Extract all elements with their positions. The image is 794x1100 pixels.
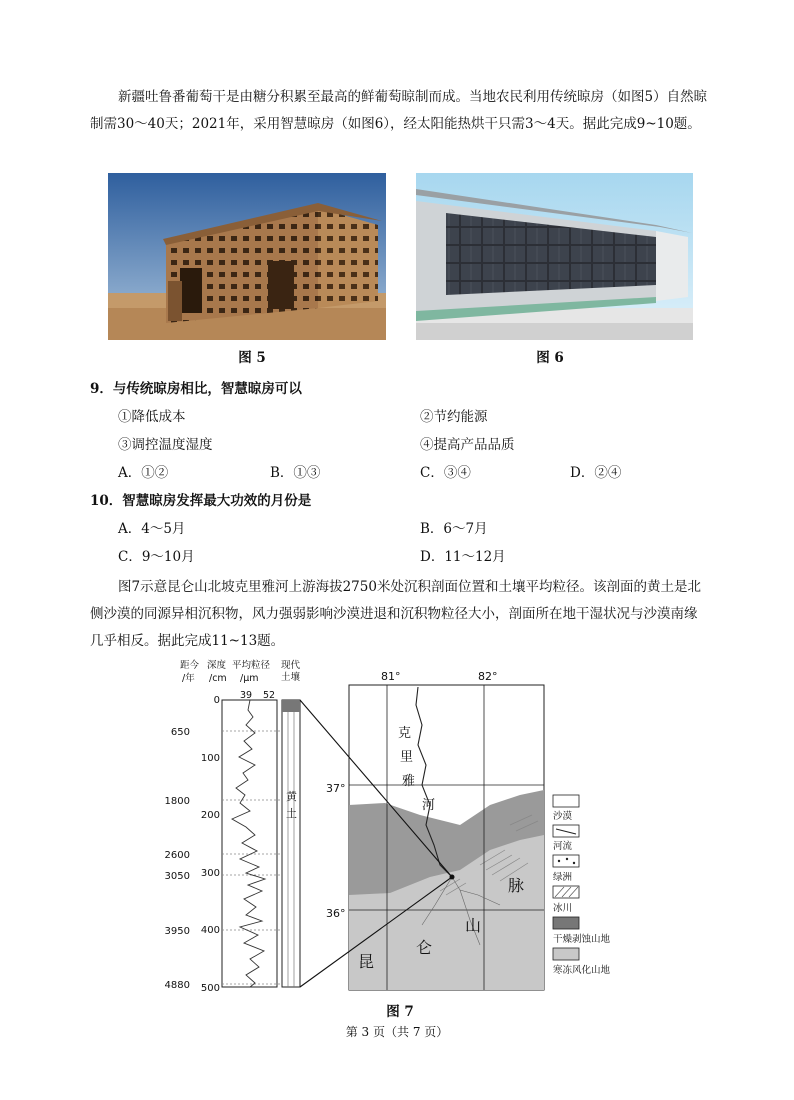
traditional-drying-house-photo: [108, 173, 386, 340]
q9-statement-4: ④提高产品品质: [420, 437, 515, 453]
q10-option-b[interactable]: B．6～7月: [420, 521, 488, 537]
mountain-label-3: 山: [465, 916, 482, 935]
q9-statement-3: ③调控温度湿度: [118, 437, 213, 453]
loess-label-1: 黄: [286, 790, 297, 803]
q9-option-a[interactable]: A．①②: [118, 465, 169, 481]
year-1800: 1800: [164, 796, 190, 807]
q9-statement-2: ②节约能源: [420, 409, 488, 425]
page-footer: 第 3 页（共 7 页）: [345, 1025, 449, 1039]
q10-option-a[interactable]: A．4～5月: [118, 521, 186, 537]
legend-desert: 沙漠: [553, 811, 573, 822]
header-age-unit: /年: [182, 673, 195, 684]
mountain-label-1: 昆: [358, 952, 375, 971]
q10-option-c[interactable]: C．9～10月: [118, 549, 195, 565]
header-depth-unit: /cm: [209, 673, 227, 684]
depth-200: 200: [200, 810, 220, 821]
header-grain-unit: /μm: [240, 673, 259, 684]
intro-paragraph-2: 图7示意昆仑山北坡克里雅河上游海拔2750米处沉积剖面位置和土壤平均粒径。该剖面的黄土是北侧沙漠的同源异相沉积物，风力强弱影响沙漠进退和沉积物粒径大小，剖面所在地干湿状况与沙漠南缘几乎相反。据此完成11~13题。: [90, 579, 701, 649]
latitude-36: 36°: [326, 907, 346, 920]
header-grain-size: 平均粒径: [232, 660, 271, 671]
year-650: 650: [170, 727, 190, 738]
legend-arid-denudation-mountain: 干燥剥蚀山地: [553, 934, 611, 945]
grain-axis-52: 52: [263, 690, 276, 701]
figure-7: [160, 655, 640, 1000]
header-depth: 深度: [207, 660, 227, 671]
loess-label-2: 土: [286, 807, 297, 820]
year-3050: 3050: [164, 871, 190, 882]
river-label-2: 里: [400, 750, 414, 765]
depth-300: 300: [200, 868, 220, 879]
location-map: [349, 685, 544, 990]
river-label-1: 克: [398, 726, 412, 741]
header-modern-soil-2: 土壤: [281, 672, 301, 683]
figure-5-caption: 图 5: [238, 350, 266, 366]
longitude-82: 82°: [478, 670, 498, 683]
figure-6-caption: 图 6: [536, 350, 564, 366]
mountain-label-2: 仑: [416, 938, 433, 957]
header-modern-soil-1: 现代: [281, 660, 301, 671]
river-label-3: 雅: [402, 774, 416, 789]
intro-paragraph-1: 新疆吐鲁番葡萄干是由糖分积累至最高的鲜葡萄晾制而成。当地农民利用传统晾房（如图5）自然晾制需30～40天；2021年，采用智慧晾房（如图6），经太阳能热烘干只需3～4天。据此完成9~10题。: [90, 89, 708, 132]
q10-option-d[interactable]: D．11～12月: [420, 549, 506, 565]
depth-500: 500: [200, 983, 220, 994]
legend-frost-weathering-mountain: 寒冻风化山地: [553, 965, 611, 976]
depth-0: 0: [213, 695, 220, 706]
depth-400: 400: [200, 925, 220, 936]
depth-100: 100: [200, 753, 220, 764]
q9-statement-1: ①降低成本: [118, 409, 186, 425]
year-4880: 4880: [164, 980, 190, 991]
q9-option-d[interactable]: D．②④: [570, 465, 622, 481]
grain-axis-39: 39: [240, 690, 253, 701]
figure-7-caption: 图 7: [386, 1004, 414, 1020]
legend-oasis: 绿洲: [553, 872, 573, 883]
longitude-81: 81°: [381, 670, 401, 683]
mountain-label-4: 脉: [508, 876, 525, 895]
legend-glacier: 冰川: [553, 903, 573, 914]
latitude-37: 37°: [326, 782, 346, 795]
river-label-4: 河: [422, 798, 436, 813]
q9-option-c[interactable]: C．③④: [420, 465, 471, 481]
year-2600: 2600: [164, 850, 190, 861]
smart-drying-house-photo: [416, 173, 693, 340]
q9-option-b[interactable]: B．①③: [270, 465, 321, 481]
header-age: 距今: [180, 660, 200, 671]
question-9-stem: 9．与传统晾房相比，智慧晾房可以: [90, 381, 302, 397]
legend-river: 河流: [553, 841, 573, 852]
year-3950: 3950: [164, 926, 190, 937]
question-10-stem: 10．智慧晾房发挥最大功效的月份是: [90, 493, 312, 509]
